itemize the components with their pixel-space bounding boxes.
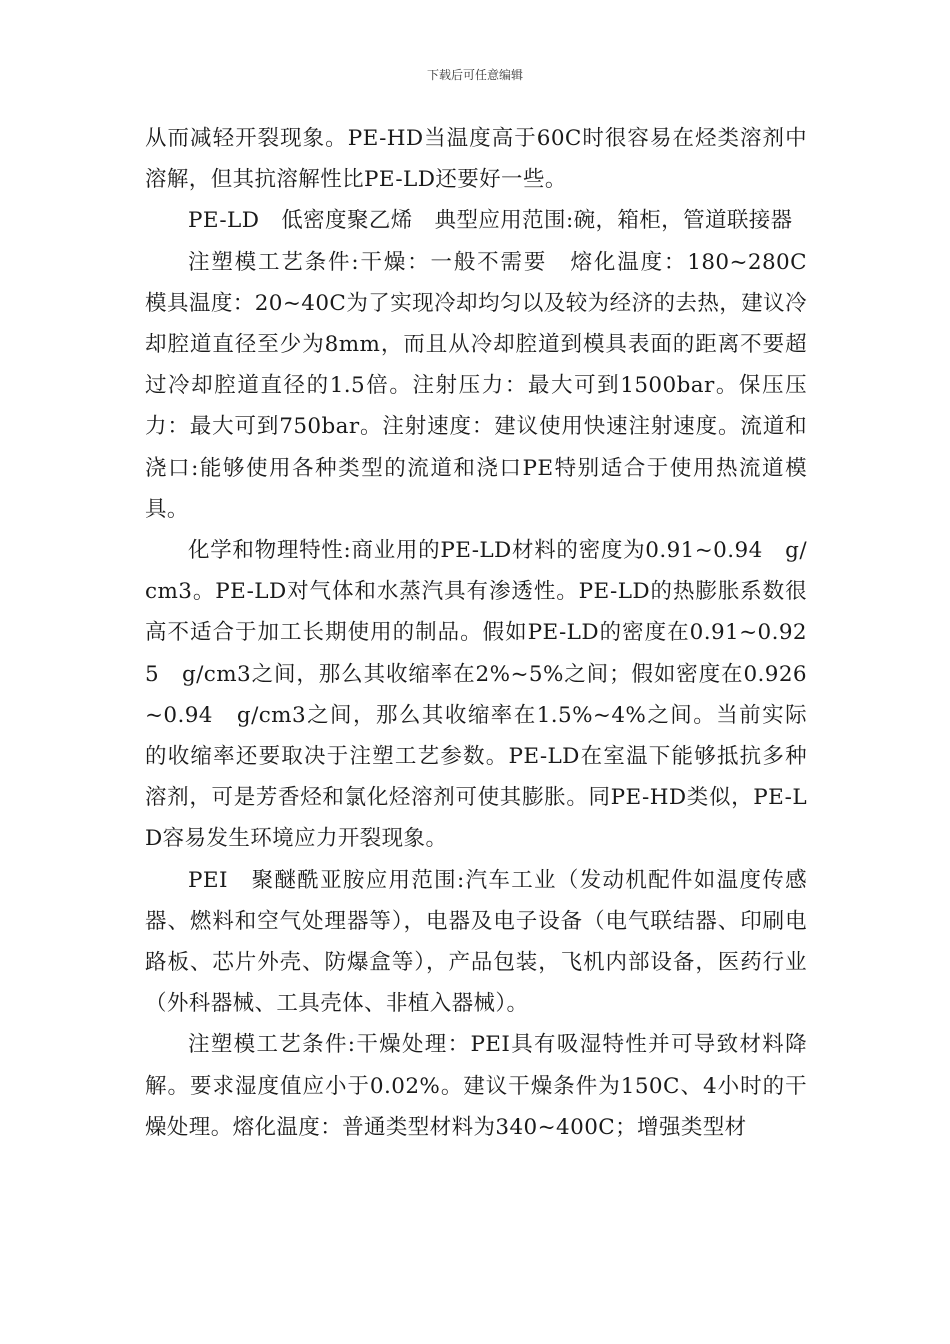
paragraph-pei-intro: PEI 聚醚酰亚胺应用范围:汽车工业（发动机配件如温度传感器、燃料和空气处理器等），电器及电子设备（电气联结器、印刷电路板、芯片外壳、防爆盒等），产品包装，飞机内部设备，医药行业（外科器械、工具壳体、非植入器械）。	[145, 867, 807, 1017]
paragraph-pe-ld-intro: PE-LD 低密度聚乙烯 典型应用范围:碗，箱柜，管道联接器	[188, 208, 793, 234]
page-header: 下载后可任意编辑	[426, 68, 523, 82]
paragraph-pe-ld-properties: 化学和物理特性:商业用的PE-LD材料的密度为0.91~0.94 g/cm3。PE-LD对气体和水蒸汽具有渗透性。PE-LD的热膨胀系数很高不适合于加工长期使用的制品。假如PE-LD的密度在0.91~0.925 g/cm3之间，那么其收缩率在2%~5%之间；假如密度在0.926~0.94 g/cm3之间，那么其收缩率在1.5%~4%之间。当前实际的收缩率还要取决于注塑工艺参数。PE-LD在室温下能够抵抗多种溶剂，可是芳香烃和氯化烃溶剂可使其膨胀。同PE-HD类似，PE-LD容易发生环境应力开裂现象。	[145, 538, 807, 852]
paragraph-pe-hd-continued: 从而减轻开裂现象。PE-HD当温度高于60C时很容易在烃类溶剂中溶解，但其抗溶解性比PE-LD还要好一些。	[145, 126, 807, 193]
paragraph-pe-ld-process: 注塑模工艺条件:干燥：一般不需要 熔化温度：180~280C 模具温度：20~40C为了实现冷却均匀以及较为经济的去热，建议冷却腔道直径至少为8mm，而且从冷却腔道到模具表面的距离不要超过冷却腔道直径的1.5倍。注射压力：最大可到1500bar。保压压力：最大可到750bar。注射速度：建议使用快速注射速度。流道和浇口:能够使用各种类型的流道和浇口PE特别适合于使用热流道模具。	[145, 249, 829, 522]
paragraph-pei-process: 注塑模工艺条件:干燥处理：PEI具有吸湿特性并可导致材料降解。要求湿度值应小于0.02%。建议干燥条件为150C、4小时的干燥处理。熔化温度：普通类型材料为340~400C；增强类型材	[145, 1032, 807, 1140]
document-body	[145, 118, 829, 1148]
